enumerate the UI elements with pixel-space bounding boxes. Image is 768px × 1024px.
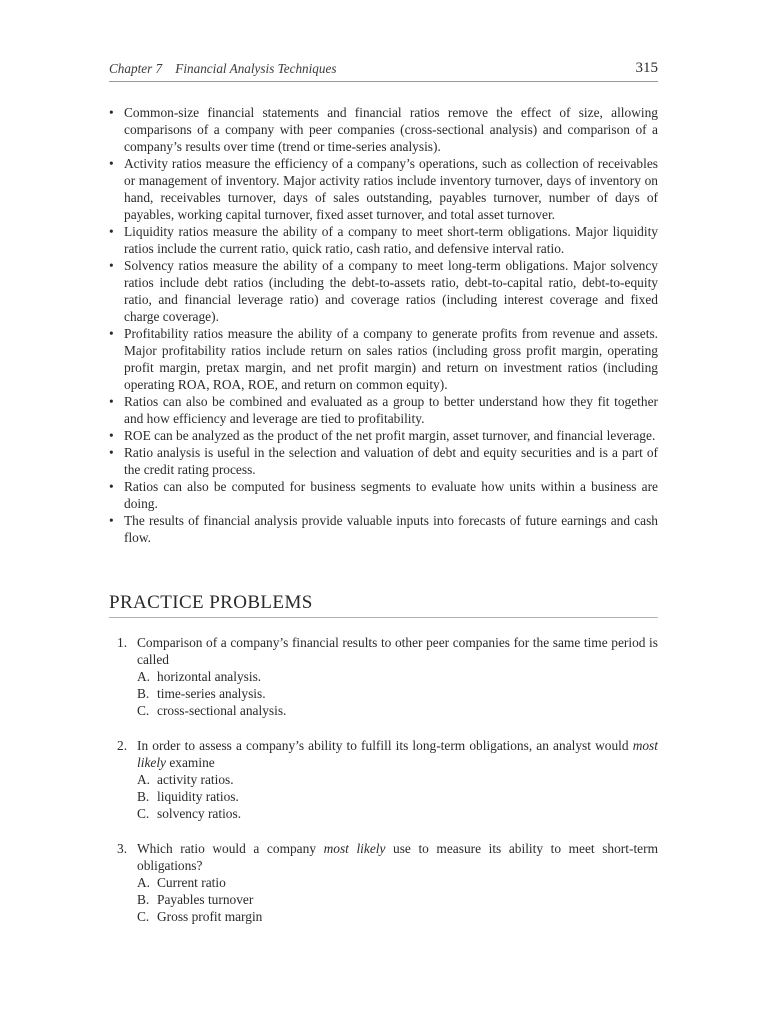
answer-options	[137, 771, 658, 822]
problem-number: 3.	[117, 841, 128, 856]
running-head	[109, 60, 658, 82]
problem-stem	[137, 840, 658, 874]
problem-stem	[137, 634, 658, 668]
option-text: Payables turnover	[157, 892, 254, 907]
answer-option-b	[137, 788, 658, 805]
answer-options	[137, 668, 658, 719]
stem-emphasis: most likely	[323, 841, 386, 856]
answer-options	[137, 874, 658, 925]
summary-bullet: • The results of financial analysis provide valuable inputs into forecasts of future earnings and cash flow.	[109, 512, 658, 546]
problem-stem	[137, 737, 658, 771]
option-letter: B.	[137, 789, 150, 804]
answer-option-c	[137, 805, 658, 822]
option-text: liquidity ratios.	[157, 789, 239, 804]
answer-option-a	[137, 668, 658, 685]
option-text: Gross profit margin	[157, 909, 263, 924]
option-text: activity ratios.	[157, 772, 234, 787]
summary-bullet: • Solvency ratios measure the ability of a company to meet long-term obligations. Major solvency ratios include debt ratios (including the debt-to-assets ratio, debt-to-capital ratio, debt-to-equity ratio, and financial leverage ratio) and coverage ratios (including interest coverage and fixed charge coverage).	[109, 257, 658, 325]
answer-option-a	[137, 771, 658, 788]
summary-bullet: • Ratio analysis is useful in the selection and valuation of debt and equity securities and is a part of the credit rating process.	[109, 444, 658, 478]
option-text: Current ratio	[157, 875, 226, 890]
option-letter: A.	[137, 875, 151, 890]
answer-option-a	[137, 874, 658, 891]
page-number: 315	[635, 60, 658, 76]
summary-bullet: • Profitability ratios measure the ability of a company to generate profits from revenue and assets. Major profitability ratios include return on sales ratios (including gross profit margin, operating profit margin, pretax margin, and net profit margin) and return on investment ratios (including operating ROA, ROA, ROE, and return on common equity).	[109, 325, 658, 393]
practice-problem-3	[109, 840, 658, 925]
answer-option-c	[137, 702, 658, 719]
summary-bullet: • Liquidity ratios measure the ability of a company to meet short-term obligations. Major liquidity ratios include the current ratio, quick ratio, cash ratio, and defensive interval ratio.	[109, 223, 658, 257]
problem-number: 1.	[117, 635, 128, 650]
option-letter: C.	[137, 806, 150, 821]
option-letter: A.	[137, 669, 151, 684]
stem-emphasis: most likely	[137, 738, 658, 770]
practice-problem-2	[109, 737, 658, 822]
summary-bullet: • Activity ratios measure the efficiency of a company’s operations, such as collection of receivables or management of inventory. Major activity ratios include inventory turnover, days of inventory on hand, receivables turnover, days of sales outstanding, payables turnover, number of days of payables, working capital turnover, fixed asset turnover, and total asset turnover.	[109, 155, 658, 223]
problem-number: 2.	[117, 738, 128, 753]
summary-bullet: • ROE can be analyzed as the product of the net profit margin, asset turnover, and financial leverage.	[109, 427, 658, 444]
option-text: horizontal analysis.	[157, 669, 262, 684]
answer-option-b	[137, 685, 658, 702]
summary-bullet: • Common-size financial statements and financial ratios remove the effect of size, allowing comparisons of a company with peer companies (cross-sectional analysis) and comparison of a company’s results over time (trend or time-series analysis).	[109, 104, 658, 155]
summary-bullet: • Ratios can also be combined and evaluated as a group to better understand how they fit together and how efficiency and leverage are tied to profitability.	[109, 393, 658, 427]
option-letter: C.	[137, 703, 150, 718]
stem-text: Comparison of a company’s financial results to other peer companies for the same time period is called	[137, 635, 658, 667]
summary-bullet-list	[109, 104, 658, 546]
chapter-title: Chapter 7 Financial Analysis Techniques	[109, 61, 337, 76]
option-letter: A.	[137, 772, 151, 787]
option-letter: B.	[137, 686, 150, 701]
stem-text: Which ratio would a company	[137, 841, 324, 856]
practice-problems-heading: PRACTICE PROBLEMS	[109, 592, 658, 618]
stem-text-end: use to measure its ability to meet short-term obligations?	[137, 841, 658, 873]
option-text: time-series analysis.	[157, 686, 266, 701]
stem-text-end: examine	[166, 755, 215, 770]
option-text: solvency ratios.	[157, 806, 242, 821]
stem-text: In order to assess a company’s ability to fulfill its long-term obligations, an analyst would	[137, 738, 633, 753]
practice-problem-list	[109, 634, 658, 943]
answer-option-c	[137, 908, 658, 925]
summary-bullet: • Ratios can also be computed for business segments to evaluate how units within a business are doing.	[109, 478, 658, 512]
practice-problem-1	[109, 634, 658, 719]
option-letter: C.	[137, 909, 150, 924]
answer-option-b	[137, 891, 658, 908]
option-letter: B.	[137, 892, 150, 907]
option-text: cross-sectional analysis.	[157, 703, 287, 718]
